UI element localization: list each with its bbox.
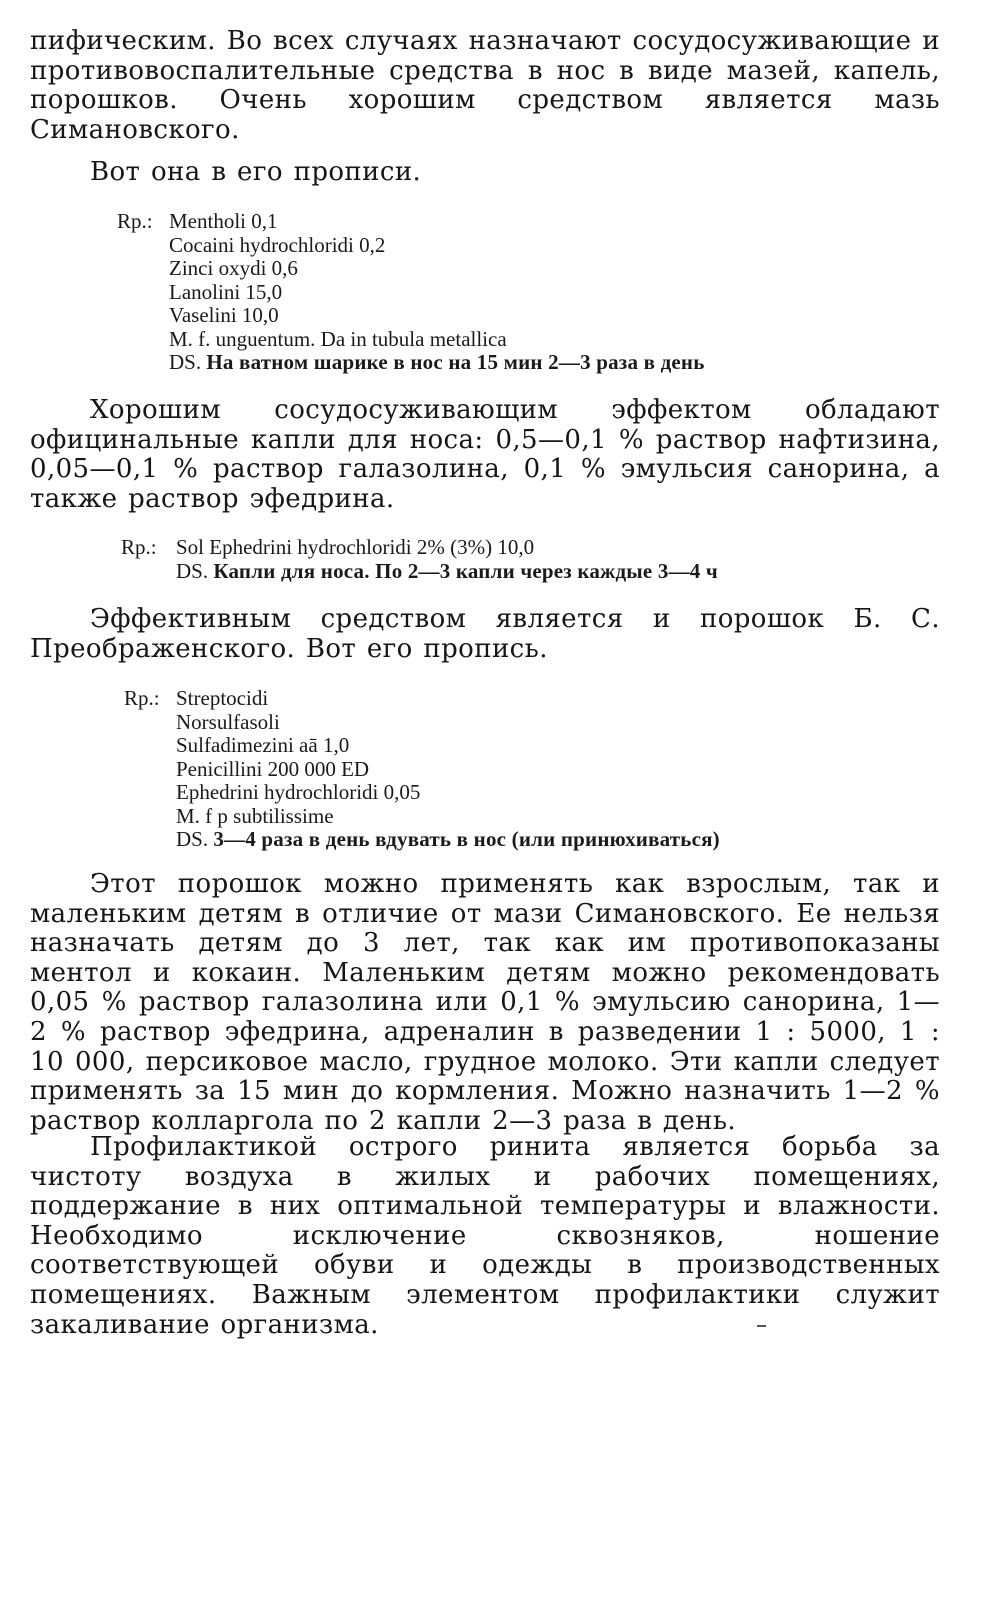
rx-label: Rp.:	[124, 686, 160, 710]
rx-signa-text: 3—4 раза в день вдувать в нос (или принюхиваться)	[213, 827, 720, 851]
rx-ingredient: Zinci oxydi 0,6	[169, 256, 298, 280]
rx-ingredient: Ephedrini hydrochloridi 0,05	[176, 780, 421, 804]
rx-signa	[176, 560, 718, 584]
rx-signa-text: На ватном шарике в нос на 15 мин 2—3 раза в день	[206, 350, 705, 374]
rx-ingredient: Lanolini 15,0	[169, 279, 283, 304]
paragraph-5: Этот порошок можно применять как взрослым, так и маленьким детям в отличие от мази Симановского. Ее нельзя назначать детям до 3 лет, так как им противопоказаны ментол и кокаин. Маленьким детям можно рекомендовать 0,05 % раствор галазолина или 0,1 % эмульсию санорина, 1—2 % раствор эфедрина, адреналин в разведении 1 : 5000, 1 : 10 000, персиковое масло, грудное молоко. Эти капли следует применять за 15 мин до кормления. Можно назначить 1—2 % раствор колларгола по 2 капли 2—3 раза в день.	[30, 869, 940, 1136]
paragraph-3: Хорошим сосудосуживающим эффектом обладают официнальные капли для носа: 0,5—0,1 % раствор нафтизина, 0,05—0,1 % раствор галазолина, 0,1 % эмульсия санорина, а также раствор эфедрина.	[30, 395, 940, 514]
rx-ingredient: Streptocidi	[176, 686, 269, 710]
paragraph-1: пифическим. Во всех случаях назначают сосудосуживающие и противовоспалительные средства в нос в виде мазей, капель, порошков. Очень хорошим средством является мазь Симановского.	[30, 26, 940, 145]
rx-instruction: M. f. unguentum. Da in tubula metallica	[169, 326, 507, 351]
rx-signa-prefix: DS.	[169, 350, 202, 374]
rx-ingredient: Penicillini 200 000 ED	[176, 756, 370, 781]
rx-signa-prefix: DS.	[176, 827, 209, 851]
prescription-powder	[124, 687, 720, 852]
rx-ingredient: Sol Ephedrini hydrochloridi 2% (3%) 10,0	[176, 535, 535, 559]
rx-signa-prefix: DS.	[176, 558, 209, 583]
paragraph-6: Профилактикой острого ринита является борьба за чистоту воздуха в жилых и рабочих помещениях, поддержание в них оптимальной температуры и влажности. Необходимо исключение сквозняков, ношение соответствующей обуви и одежды в производственных помещениях. Важным элементом профилактики служит закаливание организма.	[30, 1132, 940, 1340]
rx-ingredient: Sulfadimezini aā 1,0	[176, 733, 350, 757]
paragraph-2: Вот она в его прописи.	[90, 157, 422, 187]
paragraph-4: Эффективным средством является и порошок Б. С. Преображенского. Вот его пропись.	[30, 604, 940, 664]
rx-signa	[176, 828, 720, 852]
rx-ingredient: Mentholi 0,1	[169, 209, 278, 233]
prescription-drops	[121, 536, 718, 583]
rx-ingredient: Vaselini 10,0	[169, 303, 279, 327]
rx-signa	[169, 351, 705, 375]
prescription-ointment	[117, 210, 705, 375]
rx-label: Rp.:	[117, 209, 153, 233]
scan-speck	[757, 1325, 766, 1327]
rx-signa-text: Капли для носа. По 2—3 капли через каждые 3—4 ч	[213, 558, 718, 583]
rx-label: Rp.:	[121, 535, 157, 559]
rx-instruction: M. f p subtilissime	[176, 803, 334, 828]
rx-ingredient: Cocaini hydrochloridi 0,2	[169, 232, 386, 257]
rx-ingredient: Norsulfasoli	[176, 709, 280, 734]
